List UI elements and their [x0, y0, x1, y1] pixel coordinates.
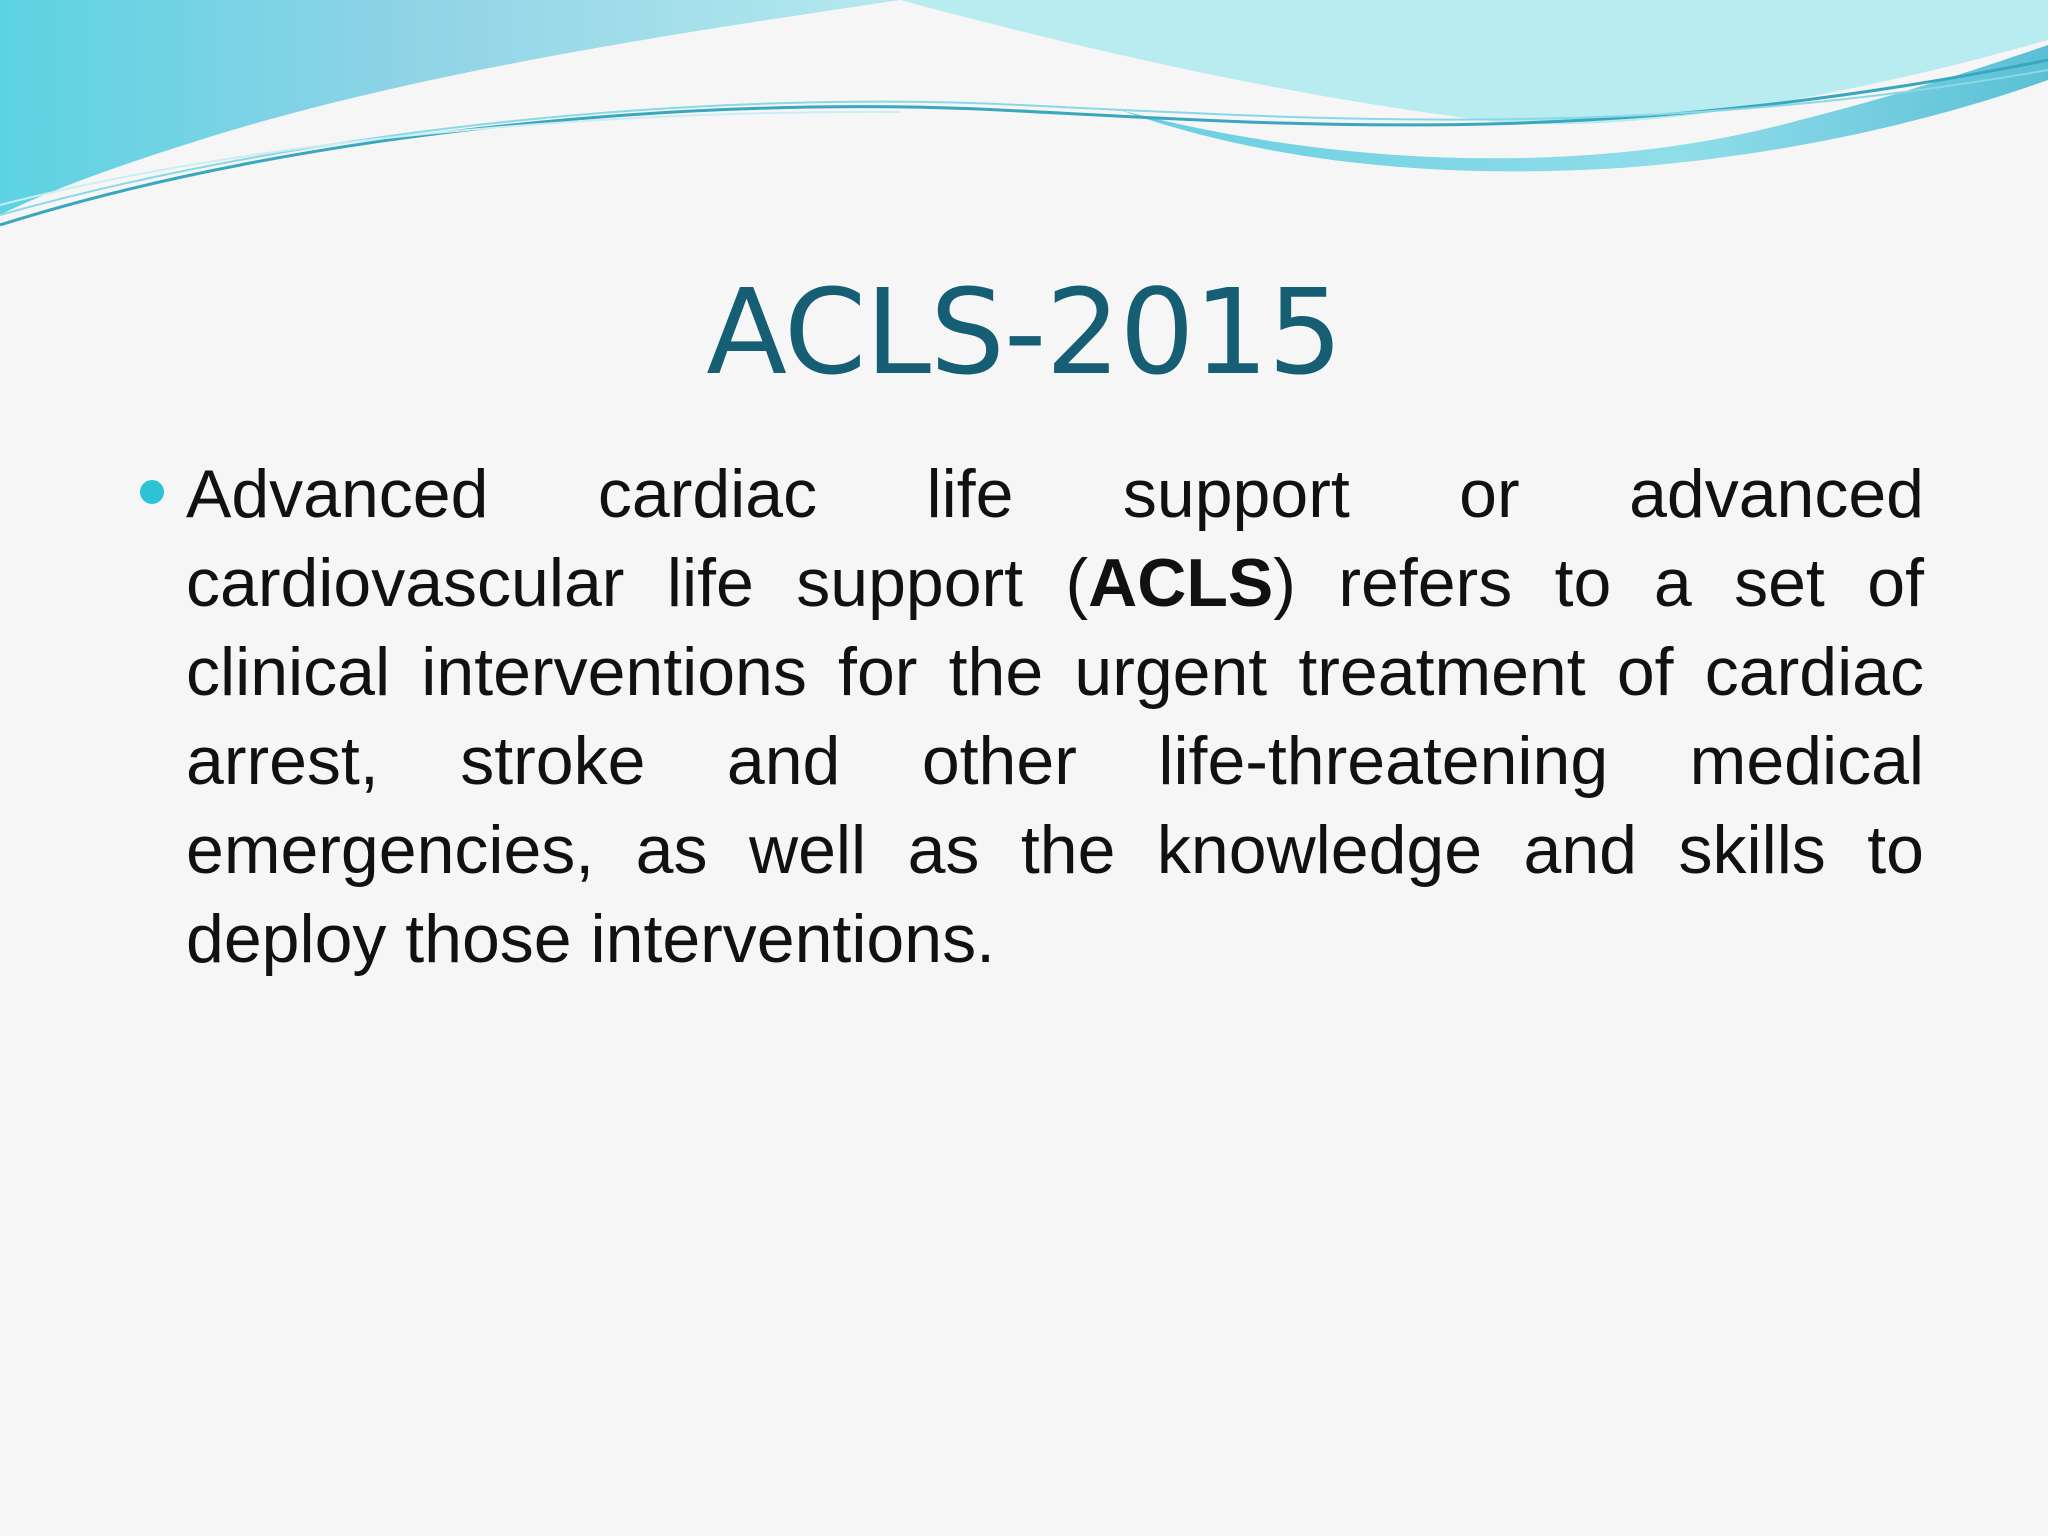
slide-title: ACLS-2015: [706, 263, 1342, 401]
bullet-emphasis: ACLS: [1088, 545, 1274, 621]
wave-header-decoration: [0, 0, 2048, 260]
bullet-dot-icon: [140, 480, 164, 504]
bullet-item: [140, 450, 1924, 984]
bullet-text-before: Advanced cardiac life support or advanced cardiovascular life support (: [186, 456, 1924, 621]
content-area: [140, 450, 1924, 984]
bullet-text-after: ) refers to a set of clinical interventions for the urgent treatment of cardiac arrest, stroke and other life-threatening medical emergencies, as well as the knowledge and skills to deploy those interventions.: [186, 545, 1924, 977]
bullet-text: [186, 450, 1924, 984]
